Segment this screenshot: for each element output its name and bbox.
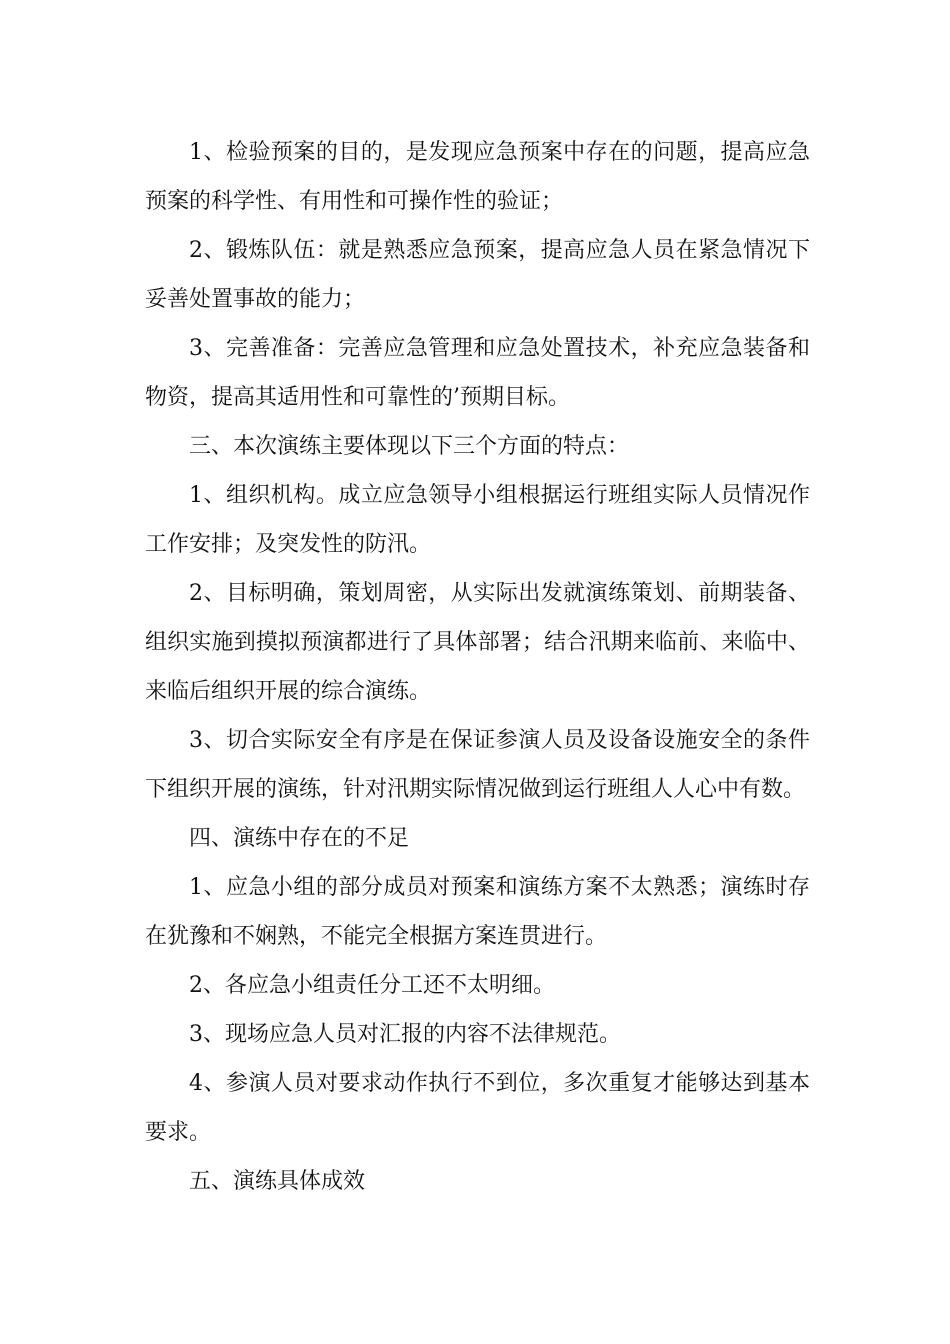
- paragraph-10: 2、各应急小组责任分工还不太明细。: [189, 973, 555, 998]
- paragraph-9: 1、应急小组的部分成员对预案和演练方案不太熟悉；演练时存在犹豫和不娴熟，不能完全根据方案连贯进行。: [145, 875, 810, 949]
- paragraph-7: 3、切合实际安全有序是在保证参演人员及设备设施安全的条件下组织开展的演练，针对汛期实际情况做到运行班组人人心中有数。: [145, 728, 810, 802]
- document-body: [145, 128, 810, 1206]
- paragraph-12: 4、参演人员对要求动作执行不到位，多次重复才能够达到基本要求。: [145, 1071, 810, 1145]
- paragraph-1: 1、检验预案的目的，是发现应急预案中存在的问题，提高应急预案的科学性、有用性和可操作性的验证；: [145, 140, 810, 214]
- paragraph-6: 2、目标明确，策划周密，从实际出发就演练策划、前期装备、组织实施到摸拟预演都进行了具体部署；结合汛期来临前、来临中、来临后组织开展的综合演练。: [145, 581, 810, 704]
- section-heading-4: 四、演练中存在的不足: [189, 826, 410, 851]
- paragraph-11: 3、现场应急人员对汇报的内容不法律规范。: [189, 1022, 621, 1047]
- section-heading-3: 三、本次演练主要体现以下三个方面的特点：: [189, 434, 630, 459]
- paragraph-3: 3、完善准备：完善应急管理和应急处置技术，补充应急装备和物资，提高其适用性和可靠性的’预期目标。: [145, 336, 810, 410]
- section-heading-5: 五、演练具体成效: [189, 1169, 366, 1194]
- paragraph-2: 2、锻炼队伍：就是熟悉应急预案，提高应急人员在紧急情况下妥善处置事故的能力；: [145, 238, 810, 312]
- paragraph-5: 1、组织机构。成立应急领导小组根据运行班组实际人员情况作工作安排；及突发性的防汛。: [145, 483, 810, 557]
